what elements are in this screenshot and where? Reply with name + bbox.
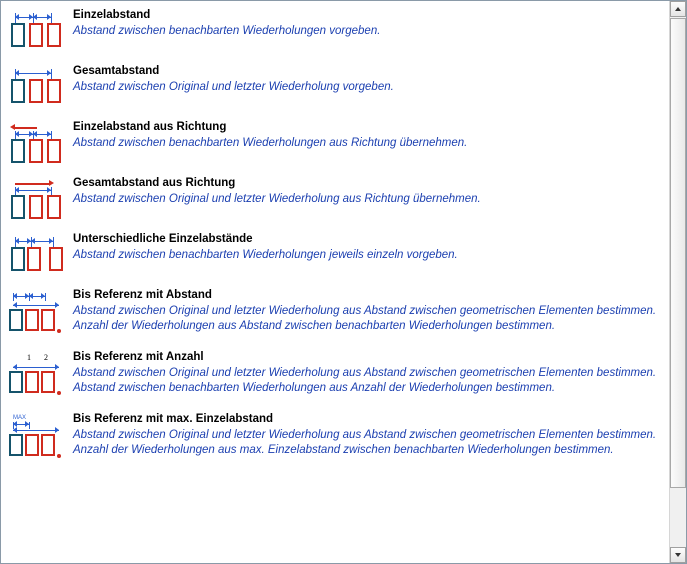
to-reference-with-spacing-icon <box>7 291 69 337</box>
chevron-down-icon <box>675 553 681 557</box>
list-item[interactable] <box>1 1 669 57</box>
icon-cell <box>7 411 73 461</box>
text-cell <box>73 119 665 151</box>
scroll-down-button[interactable] <box>670 547 686 563</box>
to-reference-with-count-icon <box>7 353 69 399</box>
text-cell <box>73 7 665 39</box>
scrollbar-thumb[interactable] <box>670 18 686 488</box>
icon-cell <box>7 63 73 107</box>
different-single-spacings-icon <box>7 235 69 275</box>
text-cell <box>73 411 665 458</box>
single-spacing-from-direction-icon <box>7 123 69 163</box>
text-cell <box>73 175 665 207</box>
chevron-up-icon <box>675 7 681 11</box>
list-item-description: Abstand zwischen Original und letzter Wiederholung aus Richtung übernehmen. <box>73 193 481 205</box>
list-item[interactable] <box>1 405 669 467</box>
list-item-title: Unterschiedliche Einzelabstände <box>73 233 253 245</box>
list-item-description: Abstand zwischen Original und letzter Wiederholung vorgeben. <box>73 81 394 93</box>
list-item-description: Abstand zwischen benachbarten Wiederholungen jeweils einzeln vorgeben. <box>73 249 458 261</box>
text-cell <box>73 287 665 334</box>
list-item-description-2: Anzahl der Wiederholungen aus Abstand zwischen benachbarten Wiederholungen bestimmen. <box>73 320 556 332</box>
vertical-scrollbar[interactable] <box>669 1 686 563</box>
list-item-description-2: Abstand zwischen benachbarten Wiederholungen aus Anzahl der Wiederholungen bestimmen. <box>73 382 556 394</box>
icon-cell <box>7 175 73 219</box>
list-item-title: Einzelabstand <box>73 9 151 21</box>
list-item[interactable] <box>1 343 669 405</box>
list-item-title: Bis Referenz mit max. Einzelabstand <box>73 413 274 425</box>
list-item[interactable] <box>1 169 669 225</box>
list-item-description: Abstand zwischen benachbarten Wiederholungen aus Richtung übernehmen. <box>73 137 468 149</box>
icon-cell <box>7 7 73 51</box>
list-item-title: Bis Referenz mit Anzahl <box>73 351 204 363</box>
list-item-title: Gesamtabstand <box>73 65 160 77</box>
list-item[interactable] <box>1 225 669 281</box>
list-item[interactable] <box>1 57 669 113</box>
total-spacing-from-direction-icon <box>7 179 69 219</box>
icon-cell <box>7 287 73 337</box>
options-list[interactable] <box>1 1 669 563</box>
scroll-up-button[interactable] <box>670 1 686 17</box>
text-cell <box>73 63 665 95</box>
total-spacing-icon <box>7 67 69 107</box>
icon-number-2: 2 <box>44 353 48 362</box>
icon-cell <box>7 119 73 163</box>
icon-number-1: 1 <box>27 353 31 362</box>
list-item-description: Abstand zwischen Original und letzter Wiederholung aus Abstand zwischen geometrischen Elementen bestimmen. <box>73 367 657 379</box>
icon-cell <box>7 231 73 275</box>
list-item[interactable] <box>1 113 669 169</box>
icon-cell <box>7 349 73 399</box>
list-item[interactable] <box>1 281 669 343</box>
list-item-description-2: Anzahl der Wiederholungen aus max. Einzelabstand zwischen benachbarten Wiederholungen bestimmen. <box>73 444 614 456</box>
list-item-description: Abstand zwischen Original und letzter Wiederholung aus Abstand zwischen geometrischen Elementen bestimmen. <box>73 429 657 441</box>
to-reference-with-max-spacing-icon <box>7 415 69 461</box>
icon-max-label: MAX <box>13 415 27 421</box>
text-cell <box>73 231 665 263</box>
list-item-description: Abstand zwischen benachbarten Wiederholungen vorgeben. <box>73 25 381 37</box>
single-spacing-icon <box>7 11 69 51</box>
text-cell <box>73 349 665 396</box>
list-item-title: Bis Referenz mit Abstand <box>73 289 212 301</box>
list-item-description: Abstand zwischen Original und letzter Wiederholung aus Abstand zwischen geometrischen Elementen bestimmen. <box>73 305 657 317</box>
list-item-title: Gesamtabstand aus Richtung <box>73 177 236 189</box>
list-item-title: Einzelabstand aus Richtung <box>73 121 227 133</box>
